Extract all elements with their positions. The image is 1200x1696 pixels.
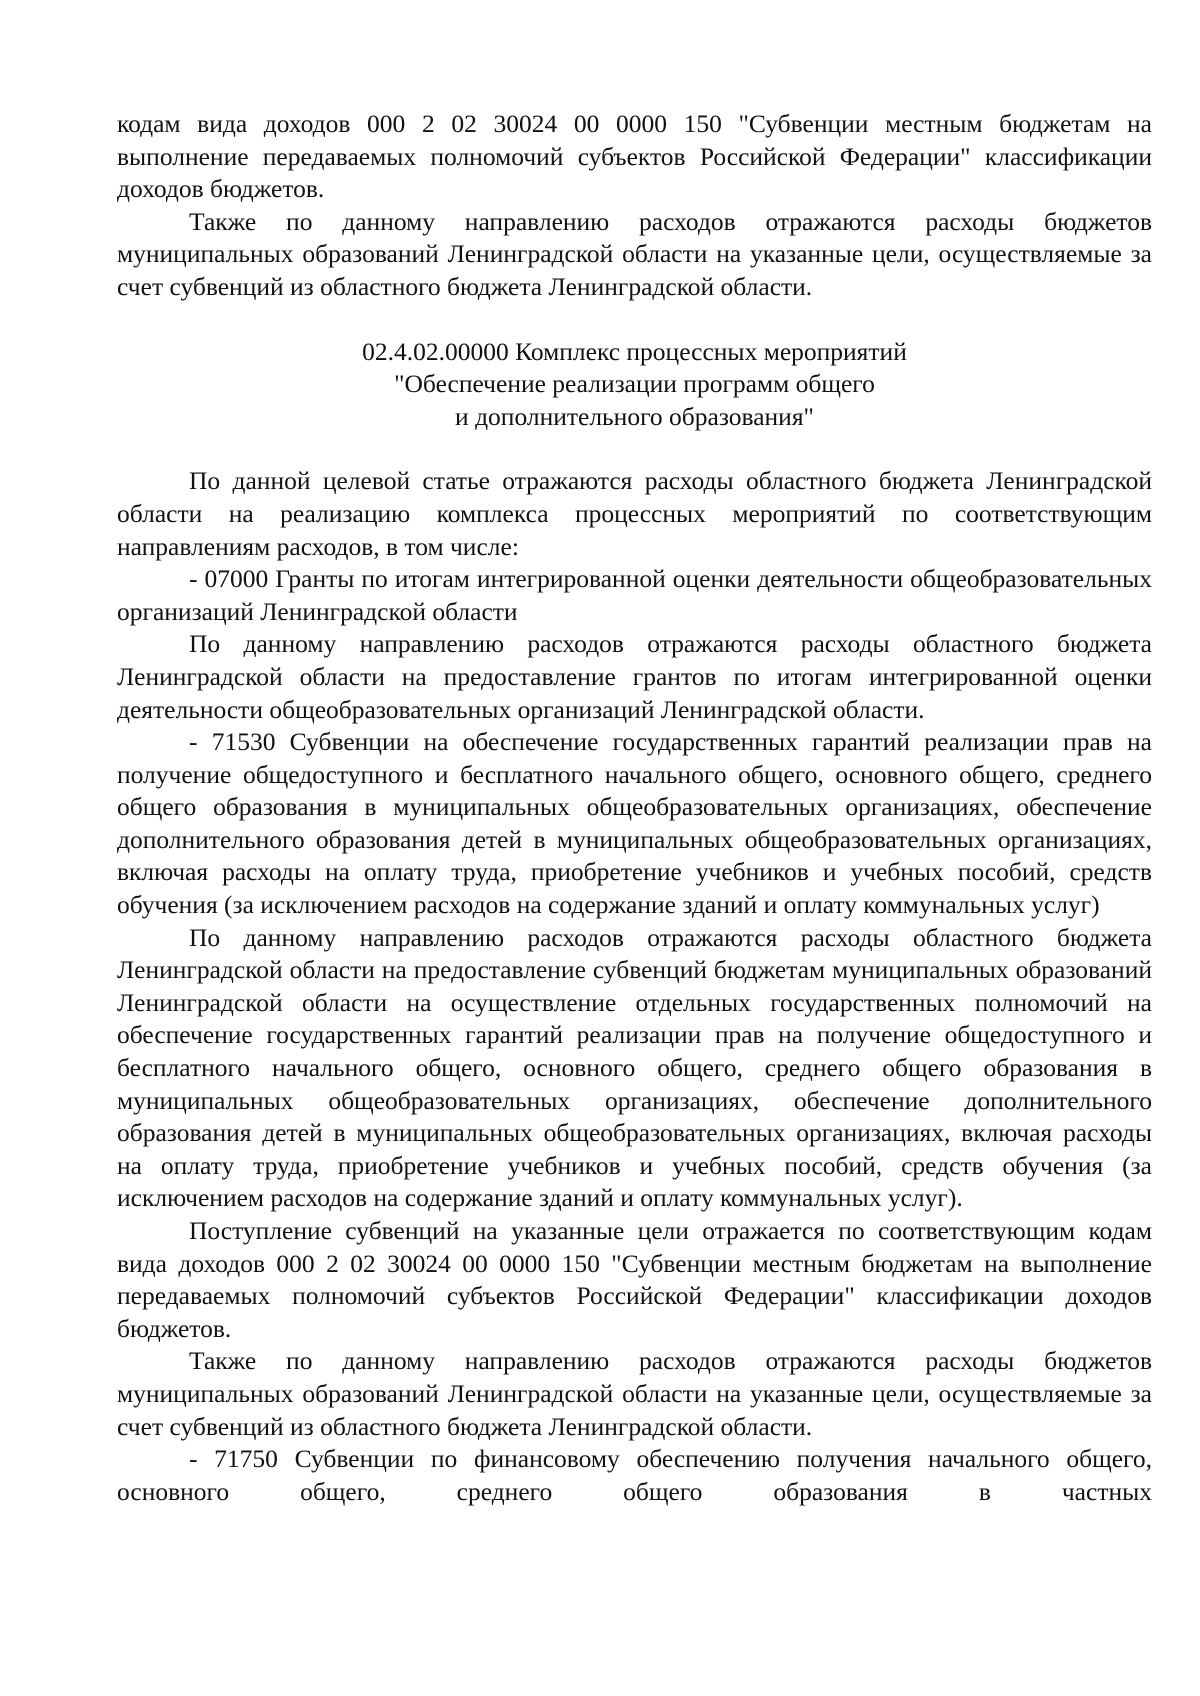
document-page (117, 108, 1152, 1508)
heading-line: 02.4.02.00000 Комплекс процессных мероприятий (362, 336, 907, 366)
paragraph: Поступление субвенций на указанные цели отражается по соответствующим кодам вида доходов 000 2 02 30024 00 0000 150 "Субвенции местным бюджетам на выполнение передаваемых полномочий субъектов Российской Федерации" классификации доходов бюджетов. (117, 1216, 1152, 1343)
list-item: - 71530 Субвенции на обеспечение государственных гарантий реализации прав на получение общедоступного и бесплатного начального общего, основного общего, среднего общего образования в муниципальных общеобразовательных организациях, обеспечение дополнительного образования детей в муниципальных общеобразовательных организациях, включая расходы на оплату труда, приобретение учебников и учебных пособий, средств обучения (за исключением расходов на содержание зданий и оплату коммунальных услуг) (117, 727, 1152, 920)
section-heading (117, 336, 1152, 434)
paragraph: Также по данному направлению расходов отражаются расходы бюджетов муниципальных образований Ленинградской области на указанные цели, осуществляемые за счет субвенций из областного бюджета Ленинградской области. (117, 206, 1152, 301)
paragraph: По данному направлению расходов отражаются расходы областного бюджета Ленинградской области на предоставление грантов по итогам интегрированной оценки деятельности общеобразовательных организаций Ленинградской области. (117, 629, 1152, 724)
paragraph: По данному направлению расходов отражаются расходы областного бюджета Ленинградской области на предоставление субвенций бюджетам муниципальных образований Ленинградской области на осуществление отдельных государственных полномочий на обеспечение государственных гарантий реализации прав на получение общедоступного и бесплатного начального общего, основного общего, среднего общего образования в муниципальных общеобразовательных организациях, обеспечение дополнительного образования детей в муниципальных общеобразовательных организациях, включая расходы на оплату труда, приобретение учебников и учебных пособий, средств обучения (за исключением расходов на содержание зданий и оплату коммунальных услуг). (117, 922, 1152, 1213)
heading-line: "Обеспечение реализации программ общего (394, 369, 875, 399)
paragraph: По данной целевой статье отражаются расходы областного бюджета Ленинградской области на реализацию комплекса процессных мероприятий по соответствующим направлениям расходов, в том числе: (117, 466, 1152, 561)
list-item: - 71750 Субвенции по финансовому обеспечению получения начального общего, основного общего, среднего общего образования в частных (117, 1444, 1152, 1506)
heading-line: и дополнительного образования" (455, 401, 814, 431)
paragraph: Также по данному направлению расходов отражаются расходы бюджетов муниципальных образований Ленинградской области на указанные цели, осуществляемые за счет субвенций из областного бюджета Ленинградской области. (117, 1346, 1152, 1441)
paragraph: кодам вида доходов 000 2 02 30024 00 0000 150 "Субвенции местным бюджетам на выполнение передаваемых полномочий субъектов Российской Федерации" классификации доходов бюджетов. (117, 109, 1152, 204)
list-item: - 07000 Гранты по итогам интегрированной оценки деятельности общеобразовательных организаций Ленинградской области (117, 564, 1152, 626)
